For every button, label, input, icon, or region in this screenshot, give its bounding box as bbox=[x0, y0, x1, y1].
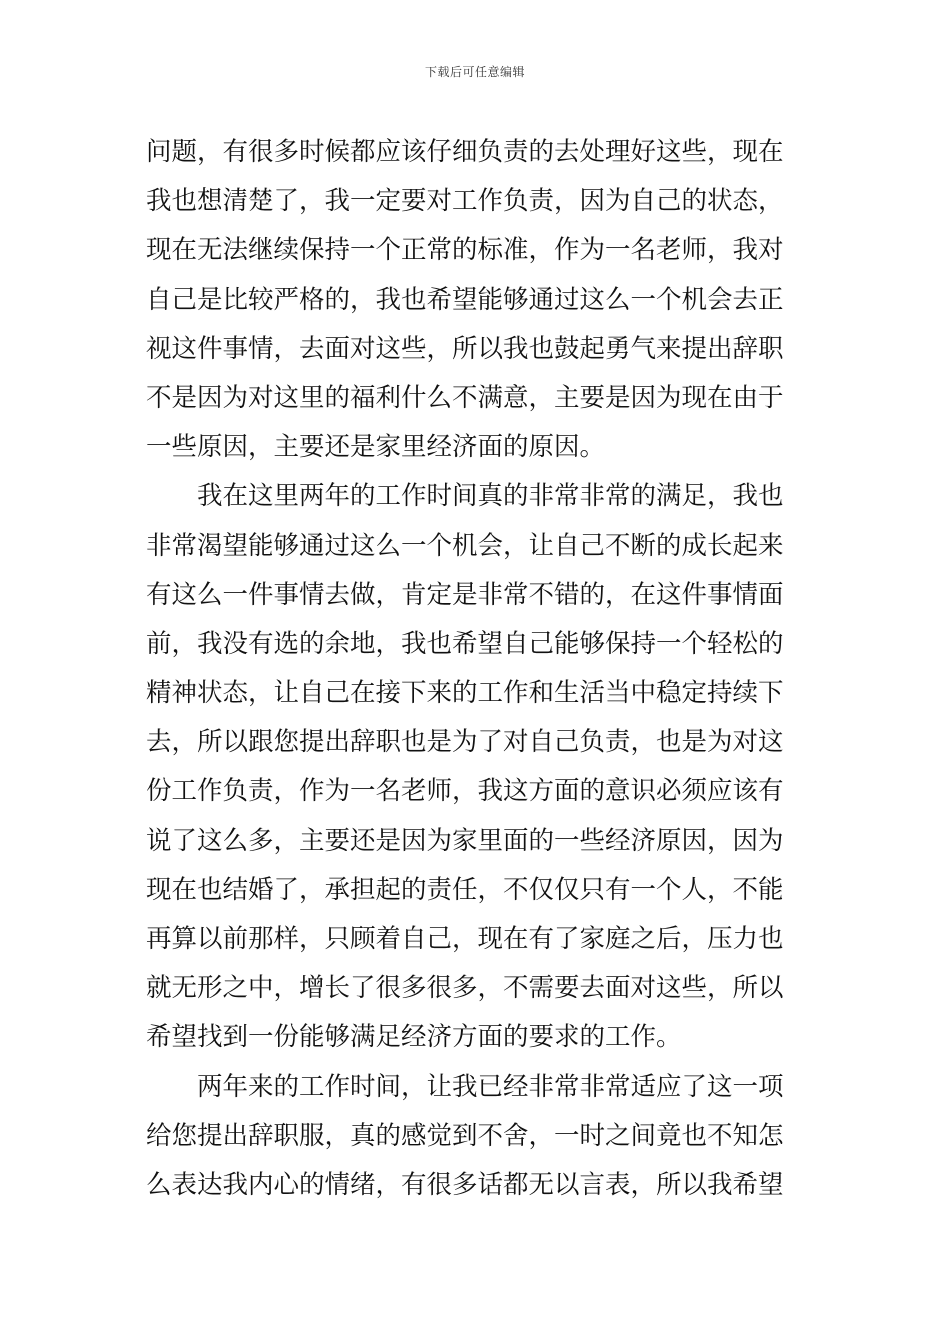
body-line: 现在无法继续保持一个正常的标准，作为一名老师，我对 bbox=[146, 235, 784, 266]
body-line: 不是因为对这里的福利什么不满意，主要是因为现在由于 bbox=[146, 382, 784, 413]
body-line: 精神状态，让自己在接下来的工作和生活当中稳定持续下 bbox=[146, 678, 784, 709]
body-line: 给您提出辞职服，真的感觉到不舍，一时之间竟也不知怎 bbox=[146, 1120, 784, 1151]
body-line: 希望找到一份能够满足经济方面的要求的工作。 bbox=[146, 1022, 682, 1053]
body-line: 么表达我内心的情绪，有很多话都无以言表，所以我希望 bbox=[146, 1169, 784, 1200]
body-line: 自己是比较严格的，我也希望能够通过这么一个机会去正 bbox=[146, 284, 784, 315]
page-header: 下载后可任意编辑 bbox=[424, 65, 525, 79]
body-line: 问题，有很多时候都应该仔细负责的去处理好这些，现在 bbox=[146, 137, 784, 167]
document-body bbox=[146, 128, 810, 1210]
body-line: 非常渴望能够通过这么一个机会，让自己不断的成长起来 bbox=[146, 530, 784, 561]
body-line: 去，所以跟您提出辞职也是为了对自己负责，也是为对这 bbox=[146, 727, 784, 758]
body-line: 两年来的工作时间，让我已经非常非常适应了这一项 bbox=[146, 1071, 784, 1102]
body-line: 再算以前那样，只顾着自己，现在有了家庭之后，压力也 bbox=[146, 924, 784, 954]
body-line: 有这么一件事情去做，肯定是非常不错的，在这件事情面 bbox=[146, 579, 784, 610]
body-line: 说了这么多，主要还是因为家里面的一些经济原因，因为 bbox=[146, 825, 784, 856]
body-line: 份工作负责，作为一名老师，我这方面的意识必须应该有 bbox=[146, 776, 784, 807]
body-line: 就无形之中，增长了很多很多，不需要去面对这些，所以 bbox=[146, 973, 784, 1004]
body-line: 现在也结婚了，承担起的责任，不仅仅只有一个人，不能 bbox=[146, 874, 784, 905]
body-line: 我也想清楚了，我一定要对工作负责，因为自己的状态， bbox=[146, 186, 784, 217]
body-line: 视这件事情，去面对这些，所以我也鼓起勇气来提出辞职 bbox=[146, 333, 784, 364]
body-line: 一些原因，主要还是家里经济面的原因。 bbox=[146, 432, 606, 463]
body-line: 前，我没有选的余地，我也希望自己能够保持一个轻松的 bbox=[146, 628, 784, 659]
body-line: 我在这里两年的工作时间真的非常非常的满足，我也 bbox=[146, 481, 784, 512]
